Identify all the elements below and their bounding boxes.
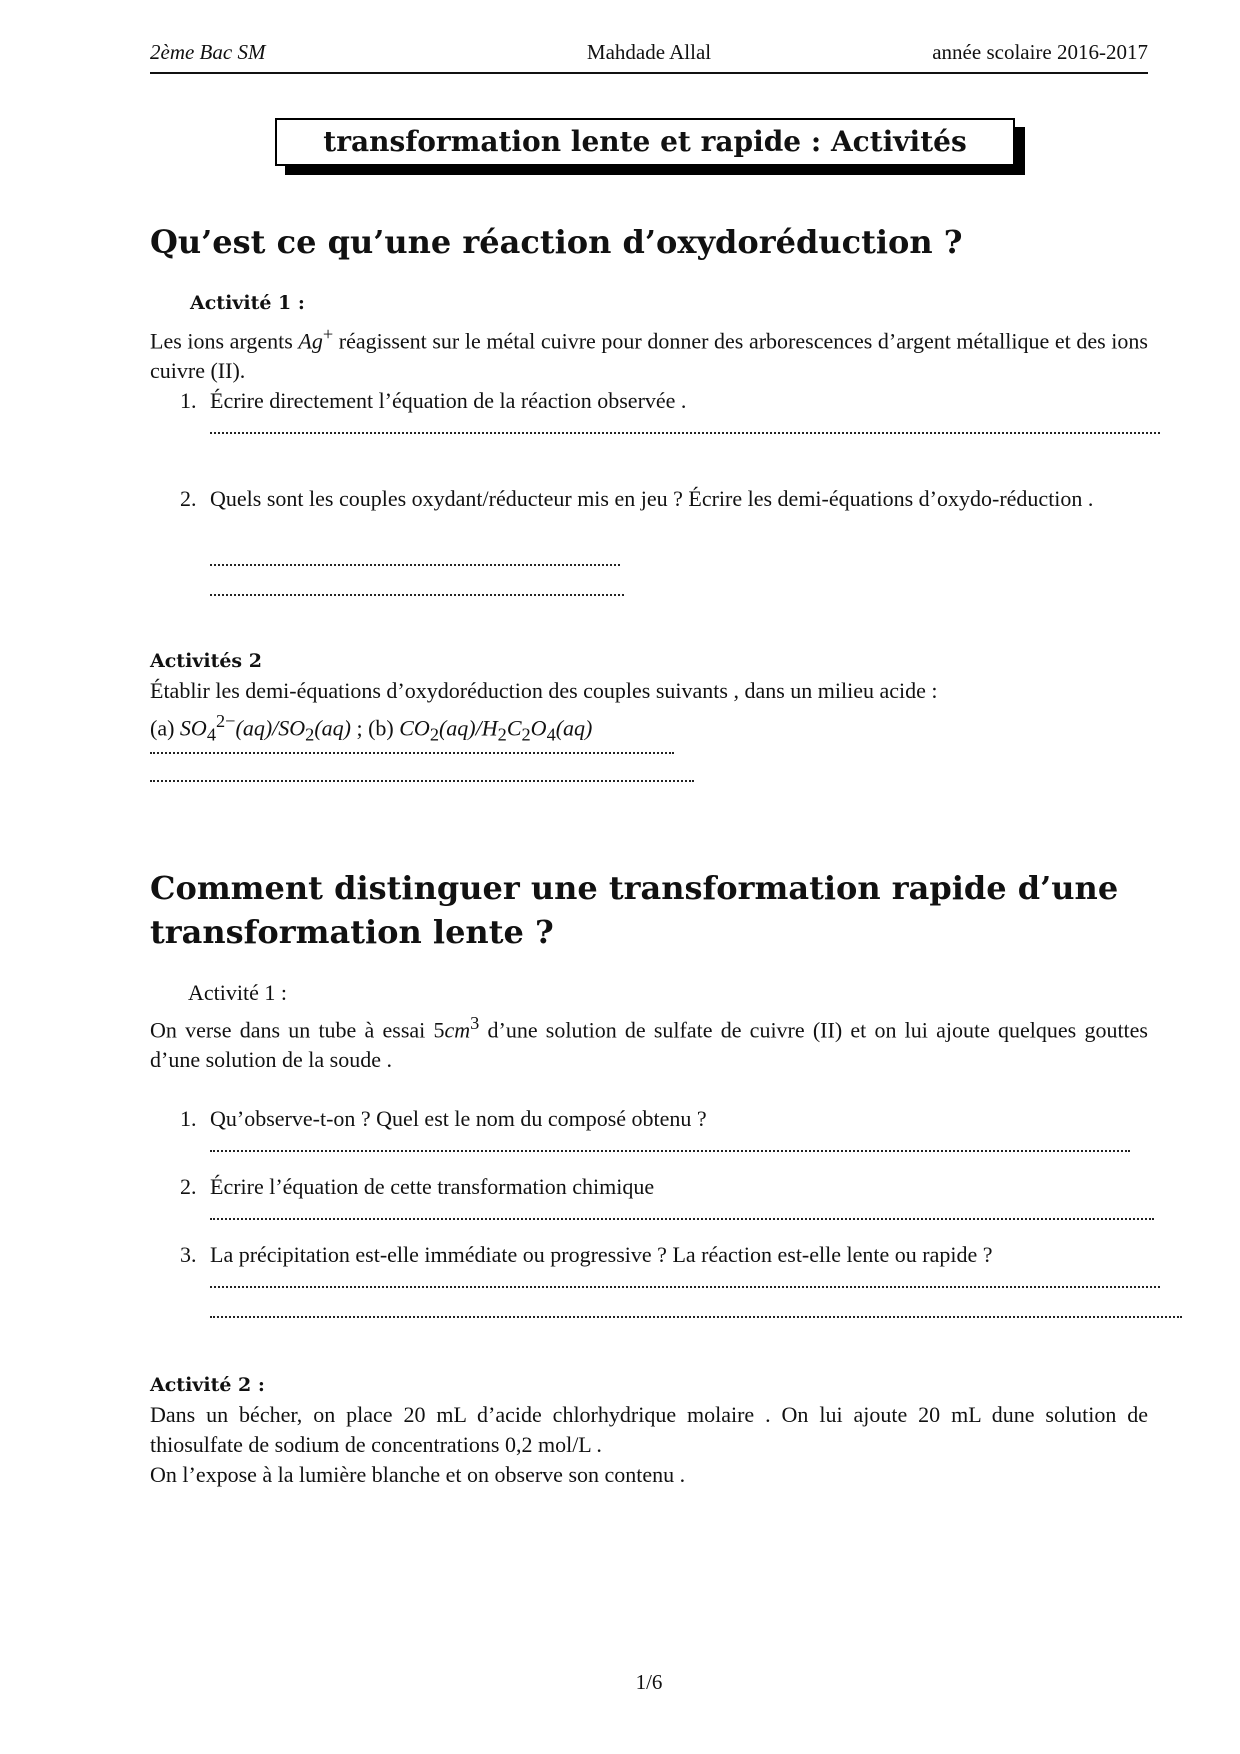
- section-heading-kinetics: Comment distinguer une transformation rapide d’une transformation lente ?: [150, 869, 1119, 951]
- answer-line[interactable]: [210, 560, 620, 566]
- answer-line[interactable]: [210, 1146, 1130, 1152]
- document-title-frame: [275, 118, 1015, 166]
- answer-line[interactable]: [210, 590, 624, 596]
- activity-label: Activité 1 :: [190, 292, 305, 314]
- answer-line[interactable]: [210, 1312, 1182, 1318]
- activity-label: Activité 1 :: [188, 980, 287, 1005]
- answer-line[interactable]: [210, 428, 1160, 434]
- section-heading-redox: Qu’est ce qu’une réaction d’oxydoréduction ?: [150, 223, 963, 261]
- answer-line[interactable]: [210, 1282, 1160, 1288]
- redox-couples: (a) $SO_4^{2-}(aq)/SO_2(aq)$ ; (b) $CO_2(aq)/H_2C_2O_4(aq)$: [150, 711, 593, 745]
- activity-text: Les ions argents Ag+ réagissent sur le métal cuivre pour donner des arborescences d’argent métallique et des ions cuivre (II).: [150, 324, 1148, 384]
- answer-line[interactable]: [150, 748, 674, 754]
- document-page: 2ème Bac SM Mahdade Allal année scolaire 2016-2017 transformation lente et rapide : Activités Qu’est ce qu’une réaction d’oxydoréduction ? Activité 1 : Les ions argents Ag+ réagissent sur le métal cuivre pour donner des arborescences d’argent métallique et des ions cuivre (II). 1. Écrire directement l’équation de la réaction observée . 2. Quels sont les couples oxydant/réducteur mis en jeu ? Écrire les demi-équations d’oxydo-réduction . Activités 2 Établir les demi-équations d’oxydoréduction des couples suivants , dans un milieu acide : (a) $SO_4^{2-}(aq)/SO_2(aq)$ ; (b) $CO_2(aq)/H_2C_2O_4(aq)$ Comment distinguer une transformation rapide d’une transformation lente ? Activité 1 : On verse dans un tube à essai $5cm^3$ d’une solution de sulfate de cuivre (II) et on lui ajoute quelques gouttes d’une solution de la soude . 1. Qu’observe-t-on ? Quel est le nom du composé obtenu ? 2. Écrire l’équation de cette transformation chimique 3. La précipitation est-elle immédiate ou progressive ? La réaction est-elle lente ou rapide ? Activité 2 : Dans un bécher, on place 20 mL d’acide chlorhydrique molaire . On lui ajoute 20 mL dune solution de thiosulfate de sodium de concentrations 0,2 mol/L . On l’expose à la lumière blanche et on observe son contenu . 1/6: [150, 0, 1148, 1754]
- activity-label: Activité 2 :: [150, 1374, 265, 1396]
- activity-text: Dans un bécher, on place 20 mL d’acide chlorhydrique molaire . On lui ajoute 20 mL dune solution de thiosulfate de sodium de concentrations 0,2 mol/L .: [150, 1402, 1148, 1457]
- header-class-label: 2ème Bac SM: [150, 40, 266, 64]
- answer-line[interactable]: [150, 776, 694, 782]
- activity-text: On l’expose à la lumière blanche et on observe son contenu .: [150, 1462, 686, 1487]
- header-school-year: année scolaire 2016-2017: [932, 40, 1148, 64]
- page-header: [150, 40, 1148, 74]
- header-author: Mahdade Allal: [586, 40, 712, 64]
- document-title: transformation lente et rapide : Activités: [275, 118, 1015, 166]
- page-number: 1/6: [635, 1670, 663, 1694]
- activity-text: Établir les demi-équations d’oxydoréduction des couples suivants , dans un milieu acide :: [150, 678, 938, 703]
- activity-text: On verse dans un tube à essai $5cm^3$ d’une solution de sulfate de cuivre (II) et on lui ajoute quelques gouttes d’une solution de la soude .: [150, 1013, 1148, 1073]
- answer-line[interactable]: [210, 1214, 1154, 1220]
- activity-label: Activités 2: [150, 650, 262, 672]
